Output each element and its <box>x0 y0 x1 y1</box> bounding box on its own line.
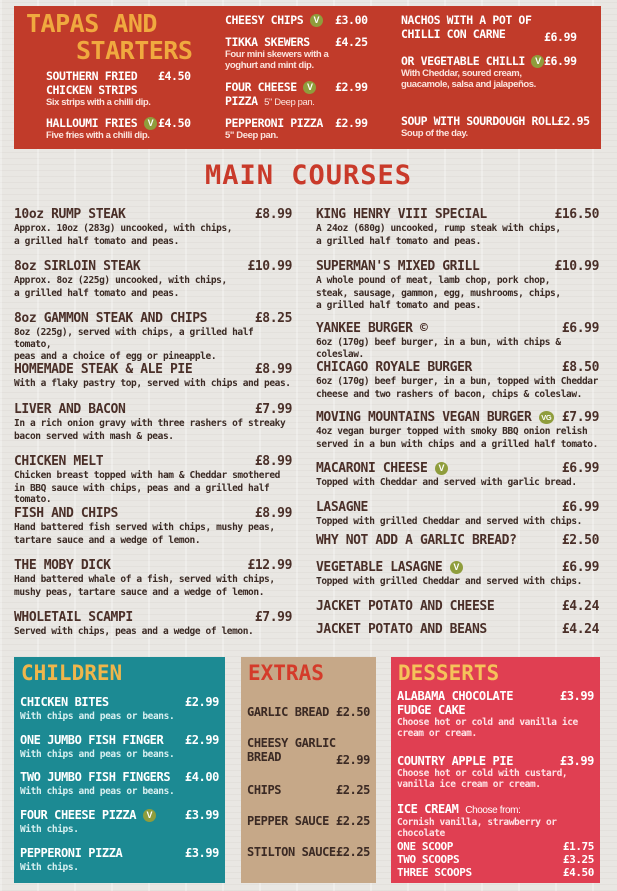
vegan-icon: VG <box>539 411 554 424</box>
tapas-title: TAPAS AND STARTERS <box>26 9 193 65</box>
vegetarian-icon: V <box>531 55 544 68</box>
vegetarian-icon: V <box>303 81 316 94</box>
menu-item: CHICKEN MELT £8.99 Chicken breast topped with ham & Cheddar smothered in BBQ sauce with chips, peas and a grilled half tomato. <box>14 454 292 505</box>
menu-item: MOVING MOUNTAINS VEGAN BURGER VG £7.99 4oz vegan burger topped with smoky BBQ onion relish served in a bun with chips and a grilled half tomato. <box>316 410 599 450</box>
menu-item: ONE JUMBO FISH FINGER £2.99 With chips and peas or beans. <box>20 733 219 760</box>
extras-panel <box>241 657 376 883</box>
menu-item: FISH AND CHIPS £8.99 Hand battered fish served with chips, mushy peas, tartare sauce and a wedge of lemon. <box>14 506 292 546</box>
menu-item: SOUP WITH SOURDOUGH ROLL £2.95 Soup of the day. <box>401 114 590 139</box>
menu-item: 8oz GAMMON STEAK AND CHIPS £8.25 8oz (225g), served with chips, a grilled half tomato, peas and a choice of egg or pineapple. <box>14 311 292 362</box>
menu-item: CHICKEN BITES £2.99 With chips and peas or beans. <box>20 695 219 722</box>
menu-item: WHOLETAIL SCAMPI £7.99 Served with chips, peas and a wedge of lemon. <box>14 610 292 637</box>
menu-item: COUNTRY APPLE PIE £3.99 Choose hot or cold with custard, vanilla ice cream or cream. <box>397 754 594 790</box>
desserts-title: DESSERTS <box>398 661 500 685</box>
menu-item: VEGETABLE LASAGNE V £6.99 Topped with grilled Cheddar and served with chips. <box>316 560 599 587</box>
menu-item: GARLIC BREAD £2.50 <box>247 705 370 719</box>
menu-item: HALLOUMI FRIES V £4.50 Five fries with a chilli dip. <box>46 116 191 141</box>
menu-item: PEPPER SAUCE £2.25 <box>247 814 370 828</box>
menu-item: 10oz RUMP STEAK £8.99 Approx. 10oz (283g) uncooked, with chips, a grilled half tomato and peas. <box>14 207 292 247</box>
menu-item: NACHOS WITH A POT OF CHILLI CON CARNE £6.99 <box>401 13 577 44</box>
vegetarian-icon: V <box>435 462 448 475</box>
menu-item: FOUR CHEESE PIZZA V £3.99 With chips. <box>20 808 219 835</box>
menu-item: LIVER AND BACON £7.99 In a rich onion gravy with three rashers of streaky bacon served with mash & peas. <box>14 402 292 442</box>
menu-item: JACKET POTATO AND BEANS £4.24 <box>316 622 599 637</box>
menu-item: LASAGNE £6.99 Topped with grilled Cheddar and served with chips. <box>316 500 599 527</box>
tapas-starters-panel <box>14 6 601 149</box>
menu-item: 8oz SIRLOIN STEAK £10.99 Approx. 8oz (225g) uncooked, with chips, a grilled half tomato and peas. <box>14 259 292 299</box>
ice-cream-option: ONE SCOOP £1.75 <box>397 840 594 853</box>
vegetarian-icon: V <box>144 117 157 130</box>
menu-item: YANKEE BURGER © £6.99 6oz (170g) beef burger, in a bun, with chips & coleslaw. <box>316 321 599 360</box>
menu-item: OR VEGETABLE CHILLI V £6.99 With Cheddar, soured cream, guacamole, salsa and jalapeños. <box>401 54 577 90</box>
main-courses-title: MAIN COURSES <box>204 160 413 191</box>
ice-cream-option: THREE SCOOPS £4.50 <box>397 866 594 879</box>
vegetarian-icon: V <box>143 809 156 822</box>
menu-item: FOUR CHEESE V PIZZA 5" Deep pan. £2.99 <box>225 80 368 108</box>
menu-item: STILTON SAUCE £2.25 <box>247 845 370 859</box>
children-title: CHILDREN <box>21 661 123 685</box>
menu-item: KING HENRY VIII SPECIAL £16.50 A 24oz (680g) uncooked, rump steak with chips, a grilled half tomato and peas. <box>316 207 599 247</box>
menu-item: PEPPERONI PIZZA £3.99 With chips. <box>20 846 219 873</box>
menu-item: CHIPS £2.25 <box>247 783 370 797</box>
menu-item: TIKKA SKEWERS £4.25 Four mini skewers with a yoghurt and mint dip. <box>225 35 368 71</box>
menu-item: PEPPERONI PIZZA £2.99 5" Deep pan. <box>225 116 368 141</box>
children-panel <box>14 657 225 883</box>
menu-item: WHY NOT ADD A GARLIC BREAD? £2.50 <box>316 533 599 548</box>
menu-item: HOMEMADE STEAK & ALE PIE £8.99 With a flaky pastry top, served with chips and peas. <box>14 362 292 389</box>
menu-item: CHEESY CHIPS V £3.00 <box>225 13 368 27</box>
menu-item: MACARONI CHEESE V £6.99 Topped with Cheddar and served with garlic bread. <box>316 461 599 488</box>
menu-item: TWO JUMBO FISH FINGERS £4.00 With chips and peas or beans. <box>20 770 219 797</box>
desserts-panel <box>391 657 600 883</box>
ice-cream-option: TWO SCOOPS £3.25 <box>397 853 594 866</box>
menu-item: SUPERMAN'S MIXED GRILL £10.99 A whole pound of meat, lamb chop, pork chop, steak, sausage, gammon, egg, mushrooms, chips, a grilled half tomato and peas. <box>316 259 599 311</box>
menu-item: JACKET POTATO AND CHEESE £4.24 <box>316 599 599 614</box>
menu-item: ALABAMA CHOCOLATE FUDGE CAKE £3.99 Choose hot or cold and vanilla ice cream or cream. <box>397 689 594 739</box>
menu-item: SOUTHERN FRIED CHICKEN STRIPS £4.50 Six strips with a chilli dip. <box>46 69 191 108</box>
extras-title: EXTRAS <box>248 661 324 685</box>
menu-item: THE MOBY DICK £12.99 Hand battered whale of a fish, served with chips, mushy peas, tartare sauce and a wedge of lemon. <box>14 558 292 598</box>
menu-item: CHICAGO ROYALE BURGER £8.50 6oz (170g) beef burger, in a bun, topped with Cheddar cheese and two rashers of bacon, chips & coleslaw. <box>316 360 599 400</box>
vegetarian-icon: V <box>450 561 463 574</box>
menu-item: CHEESY GARLIC BREAD £2.99 <box>247 736 370 767</box>
vegetarian-icon: V <box>310 14 323 27</box>
ice-cream-item: ICE CREAM Choose from: Cornish vanilla, strawberry or chocolate ONE SCOOP £1.75 TWO SCOOPS £3.25 THREE SCOOPS £4.50 <box>397 802 594 879</box>
